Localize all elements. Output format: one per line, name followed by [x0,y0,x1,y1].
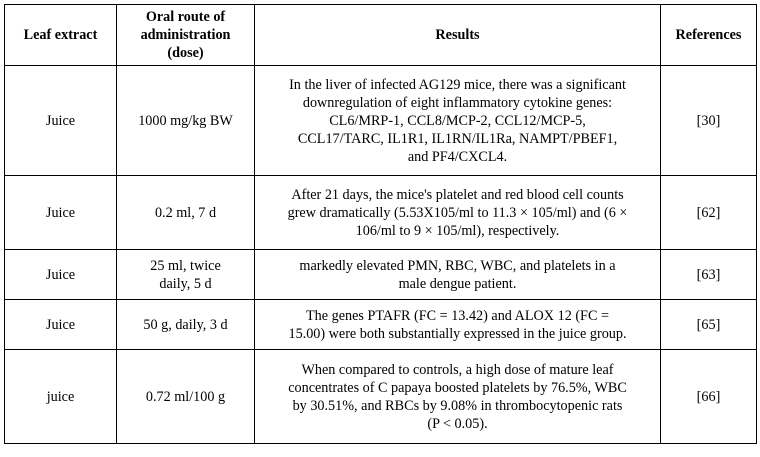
cell-results: markedly elevated PMN, RBC, WBC, and platelets in a male dengue patient. [255,250,661,300]
header-leaf-extract: Leaf extract [5,5,117,66]
cell-reference: [66] [661,350,757,444]
header-oral-route: Oral route of administration (dose) [117,5,255,66]
cell-results: After 21 days, the mice's platelet and red blood cell counts grew dramatically (5.53X105/ml to 11.3 × 105/ml) and (6 × 106/ml to 9 × 105/ml), respectively. [255,176,661,250]
table-row [5,250,757,300]
header-references: References [661,5,757,66]
cell-leaf-extract: Juice [5,176,117,250]
cell-dose: 1000 mg/kg BW [117,66,255,176]
header-row [5,5,757,66]
cell-leaf-extract: Juice [5,66,117,176]
cell-dose: 0.72 ml/100 g [117,350,255,444]
cell-reference: [62] [661,176,757,250]
cell-dose: 50 g, daily, 3 d [117,300,255,350]
cell-dose: 25 ml, twice daily, 5 d [117,250,255,300]
cell-dose: 0.2 ml, 7 d [117,176,255,250]
cell-reference: [63] [661,250,757,300]
header-results: Results [255,5,661,66]
cell-results: In the liver of infected AG129 mice, there was a significant downregulation of eight inflammatory cytokine genes: CL6/MRP-1, CCL8/MCP-2, CCL12/MCP-5, CCL17/TARC, IL1R1, IL1RN/IL1Ra, NAMPT/PBEF1, and PF4/CXCL4. [255,66,661,176]
table-row [5,300,757,350]
cell-results: The genes PTAFR (FC = 13.42) and ALOX 12 (FC = 15.00) were both substantially expressed in the juice group. [255,300,661,350]
cell-leaf-extract: Juice [5,250,117,300]
cell-reference: [65] [661,300,757,350]
table-row [5,176,757,250]
table-row [5,350,757,444]
cell-results: When compared to controls, a high dose of mature leaf concentrates of C papaya boosted platelets by 76.5%, WBC by 30.51%, and RBCs by 9.08% in thrombocytopenic rats (P < 0.05). [255,350,661,444]
table-row [5,66,757,176]
cell-leaf-extract: juice [5,350,117,444]
cell-leaf-extract: Juice [5,300,117,350]
data-table [4,4,757,444]
cell-reference: [30] [661,66,757,176]
